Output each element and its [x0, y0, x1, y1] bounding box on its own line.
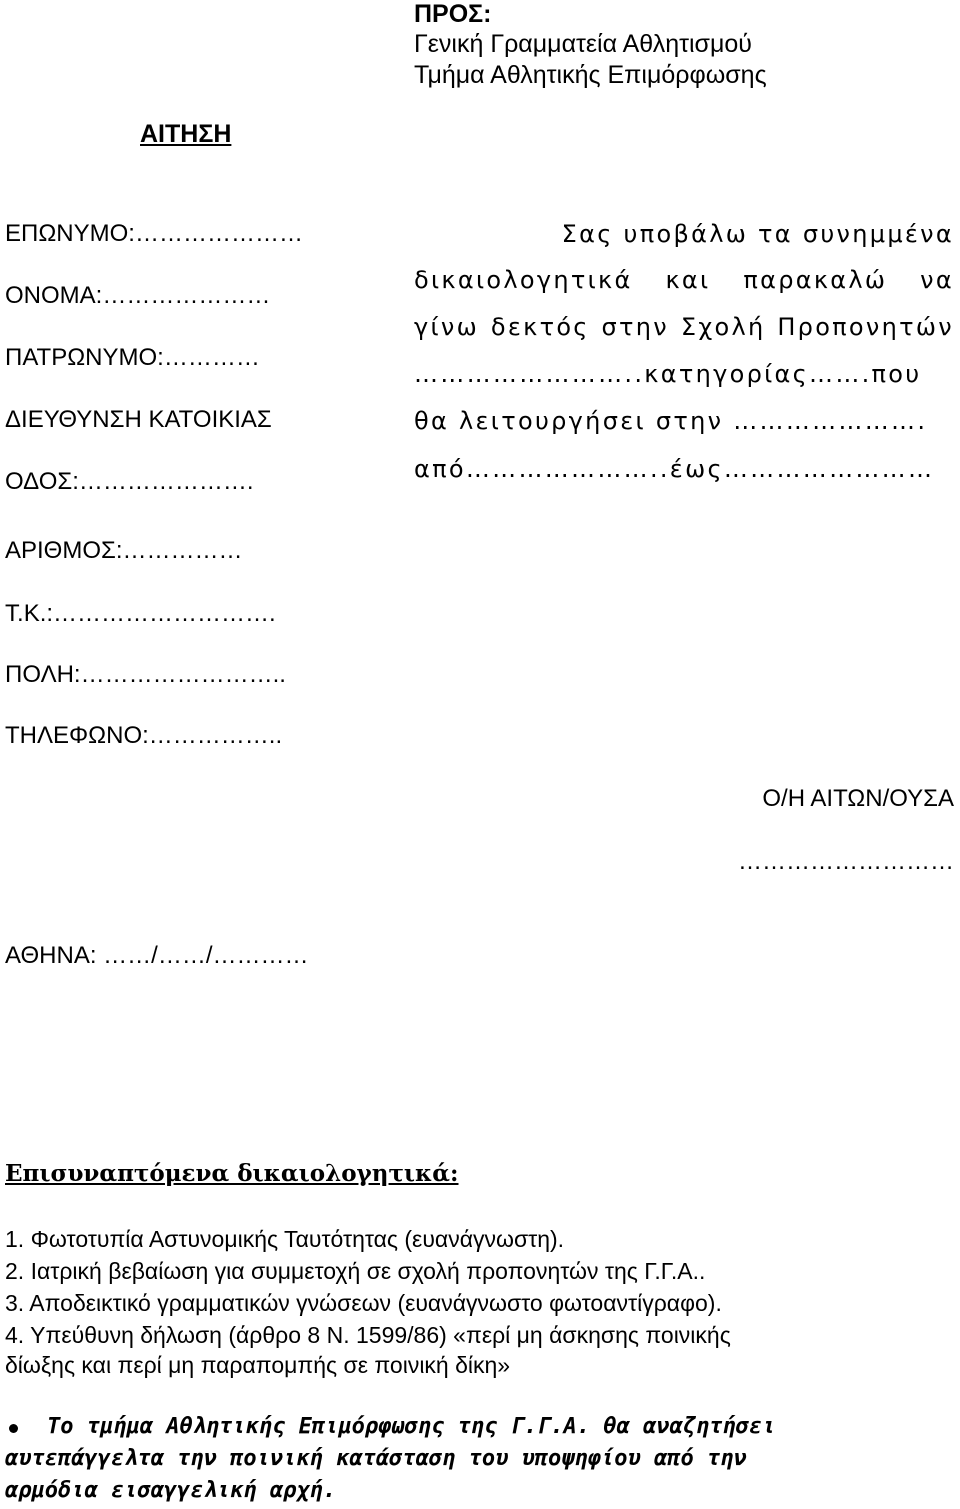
- number-field[interactable]: ΑΡΙΘΜΟΣ:……………: [5, 537, 243, 564]
- name-field[interactable]: ΟΝΟΜΑ:…………………: [5, 282, 271, 309]
- attachment-item: 3. Αποδεικτικό γραμματικών γνώσεων (ευανάγνωστο φωτοαντίγραφο).: [5, 1290, 722, 1316]
- request-line-5: θα λειτουργήσει στην ………………….: [414, 407, 928, 435]
- attachment-item: 2. Ιατρική βεβαίωση για συμμετοχή σε σχολή προπονητών της Γ.Γ.Α..: [5, 1258, 706, 1284]
- request-line-4: ……………………..κατηγορίας…….που: [414, 360, 922, 388]
- attachment-item: 1. Φωτοτυπία Αστυνομικής Ταυτότητας (ευανάγνωστη).: [5, 1226, 565, 1252]
- phone-field[interactable]: ΤΗΛΕΦΩΝΟ:……………..: [5, 722, 283, 749]
- bullet-icon: [9, 1424, 18, 1433]
- recipient-label: ΠΡΟΣ:: [414, 0, 492, 28]
- request-line-3: γίνω δεκτός στην Σχολή Προπονητών: [414, 313, 954, 341]
- recipient-line-2: Τμήμα Αθλητικής Επιμόρφωσης: [414, 61, 767, 89]
- postal-code-field[interactable]: Τ.Κ.:……………………….: [5, 600, 276, 627]
- city-field[interactable]: ΠΟΛΗ:……………………..: [5, 661, 286, 688]
- attachment-item-continuation: δίωξης και περί μη παραπομπής σε ποινική δίκη»: [5, 1352, 511, 1378]
- father-name-field[interactable]: ΠΑΤΡΩΝΥΜΟ:…………: [5, 344, 260, 371]
- signature-field[interactable]: ………………………: [738, 848, 954, 875]
- attachment-item: 4. Υπεύθυνη δήλωση (άρθρο 8 Ν. 1599/86) «περί μη άσκησης ποινικής: [5, 1322, 731, 1348]
- request-line-2: δικαιολογητικά και παρακαλώ να: [414, 266, 954, 294]
- request-line-6: από…………………..έως……………………: [414, 455, 935, 483]
- surname-field[interactable]: ΕΠΩΝΥΜΟ:…………………: [5, 220, 303, 247]
- date-line[interactable]: ΑΘΗΝΑ: ……/……/…………: [5, 942, 309, 969]
- note-line-1: Το τμήμα Αθλητικής Επιμόρφωσης της Γ.Γ.Α. θα αναζητήσει: [47, 1414, 776, 1439]
- note-line-2: αυτεπάγγελτα την ποινική κατάσταση του υποψηφίου από την: [5, 1446, 747, 1471]
- document-title: ΑΙΤΗΣΗ: [140, 120, 232, 148]
- street-field[interactable]: ΟΔΟΣ:………………….: [5, 468, 254, 495]
- address-label: ΔΙΕΥΘΥΝΣΗ ΚΑΤΟΙΚΙΑΣ: [5, 406, 272, 433]
- recipient-line-1: Γενική Γραμματεία Αθλητισμού: [414, 30, 752, 58]
- applicant-label: Ο/Η ΑΙΤΩΝ/ΟΥΣΑ: [762, 785, 954, 812]
- note-line-3: αρμόδια εισαγγελική αρχή.: [5, 1478, 337, 1503]
- request-line-1: Σας υποβάλω τα συνημμένα: [561, 220, 954, 248]
- attachments-heading: Επισυναπτόμενα δικαιολογητικά:: [5, 1160, 459, 1187]
